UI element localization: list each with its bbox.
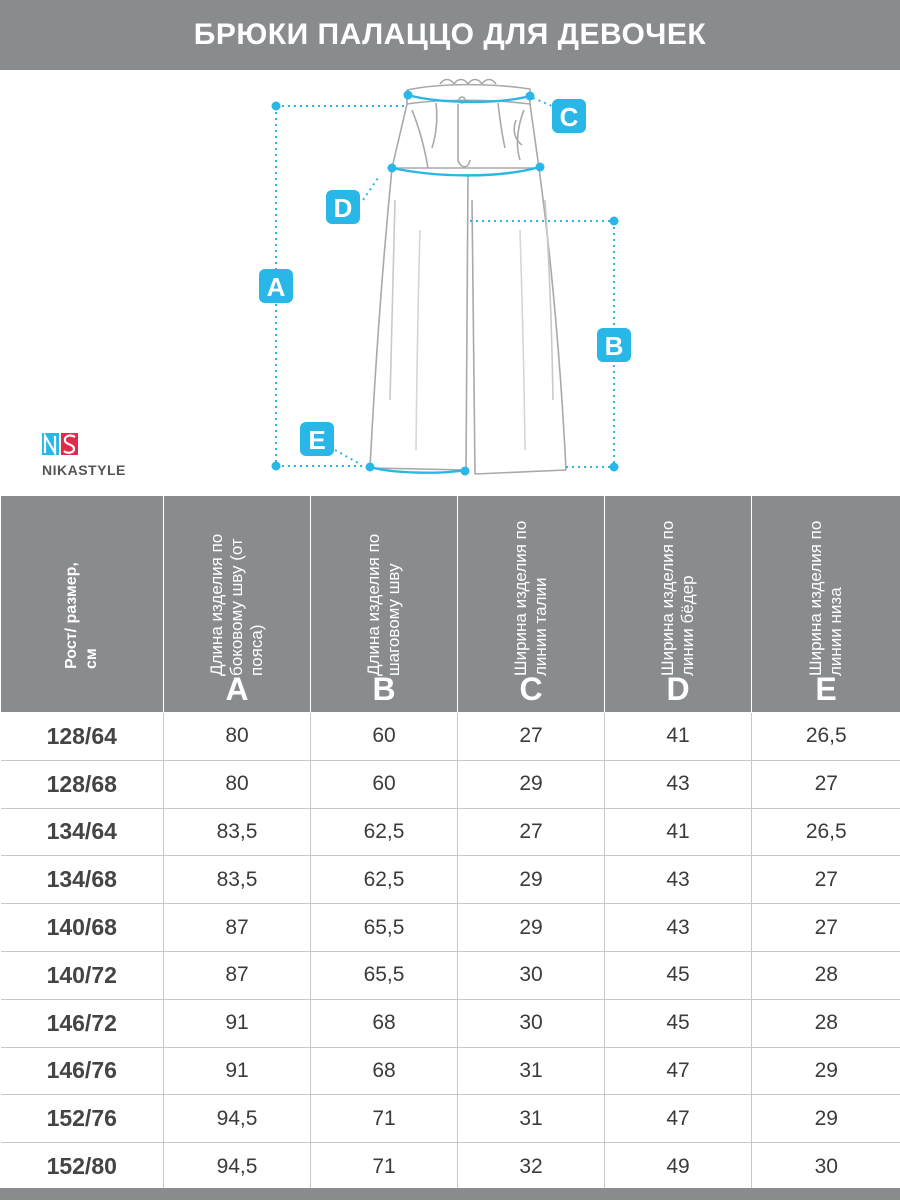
- header-a-letter: A: [225, 671, 249, 707]
- measurement-cell: 27: [752, 904, 900, 952]
- measurement-cell: 43: [605, 904, 752, 952]
- header-e-letter: E: [815, 671, 837, 707]
- label-b-badge: [597, 328, 631, 362]
- measurement-cell: 30: [458, 951, 605, 999]
- measurement-cell: 26,5: [752, 713, 900, 761]
- measurement-cell: 68: [311, 999, 458, 1047]
- measurement-cell: 45: [605, 951, 752, 999]
- size-cell: 140/72: [1, 951, 164, 999]
- measurement-cell: 91: [164, 999, 311, 1047]
- measurement-cell: 30: [458, 999, 605, 1047]
- measurement-cell: 30: [752, 1143, 900, 1191]
- header-d-letter: D: [666, 671, 690, 707]
- measurement-cell: 43: [605, 856, 752, 904]
- measurement-cell: 45: [605, 999, 752, 1047]
- size-cell: 128/64: [1, 713, 164, 761]
- measurement-cell: 28: [752, 999, 900, 1047]
- measurement-cell: 68: [311, 1047, 458, 1095]
- header-e: [752, 496, 900, 713]
- measurement-cell: 29: [458, 760, 605, 808]
- measurement-cell: 27: [458, 808, 605, 856]
- measurement-cell: 29: [752, 1047, 900, 1095]
- header-e-text: Ширина изделия по линии низа: [806, 520, 845, 676]
- size-table: [0, 495, 900, 1191]
- label-e-badge: [300, 422, 334, 456]
- measurement-cell: 29: [458, 856, 605, 904]
- size-cell: 152/76: [1, 1095, 164, 1143]
- measurement-cell: 62,5: [311, 808, 458, 856]
- measurement-cell: 83,5: [164, 856, 311, 904]
- table-header-row: [1, 496, 900, 713]
- header-a: [164, 496, 311, 713]
- measurement-cell: 94,5: [164, 1143, 311, 1191]
- measurement-cell: 47: [605, 1095, 752, 1143]
- label-a-text: A: [266, 272, 286, 302]
- size-cell: 152/80: [1, 1143, 164, 1191]
- label-a-badge: [259, 269, 293, 303]
- label-c-badge: [552, 99, 586, 133]
- label-d-text: D: [333, 193, 353, 223]
- measurement-cell: 80: [164, 760, 311, 808]
- size-cell: 146/72: [1, 999, 164, 1047]
- measurement-cell: 87: [164, 951, 311, 999]
- label-e-text: E: [308, 425, 326, 455]
- measurement-cell: 62,5: [311, 856, 458, 904]
- label-c-text: C: [559, 102, 579, 132]
- measurement-cell: 29: [752, 1095, 900, 1143]
- measurement-cell: 41: [605, 713, 752, 761]
- brand-name: NIKASTYLE: [42, 462, 126, 478]
- table-row: [1, 856, 900, 904]
- measurement-cell: 31: [458, 1095, 605, 1143]
- measurement-cell: 31: [458, 1047, 605, 1095]
- measurement-cell: 47: [605, 1047, 752, 1095]
- table-row: [1, 713, 900, 761]
- header-c-text: Ширина изделия по линии талии: [511, 520, 550, 676]
- header-d: [605, 496, 752, 713]
- trousers-sketch-icon: [0, 70, 900, 495]
- measurement-cell: 29: [458, 904, 605, 952]
- measurement-cell: 71: [311, 1143, 458, 1191]
- header-size: [1, 496, 164, 713]
- size-cell: 146/76: [1, 1047, 164, 1095]
- footer-bar: [0, 1188, 900, 1200]
- header-c-letter: C: [519, 671, 543, 707]
- measurement-cell: 60: [311, 713, 458, 761]
- measurement-cell: 71: [311, 1095, 458, 1143]
- table-row: [1, 999, 900, 1047]
- measurement-cell: 65,5: [311, 904, 458, 952]
- header-c: [458, 496, 605, 713]
- size-cell: 134/64: [1, 808, 164, 856]
- size-cell: 140/68: [1, 904, 164, 952]
- measurement-cell: 43: [605, 760, 752, 808]
- header-d-text: Ширина изделия по линии бёдер: [658, 520, 697, 676]
- measurement-diagram: [0, 70, 900, 495]
- measurement-cell: 83,5: [164, 808, 311, 856]
- measurement-cell: 27: [458, 713, 605, 761]
- measurement-cell: 60: [311, 760, 458, 808]
- table-row: [1, 1095, 900, 1143]
- measurement-cell: 49: [605, 1143, 752, 1191]
- header-b-letter: B: [372, 671, 396, 707]
- table-row: [1, 1047, 900, 1095]
- header-size-text: Рост/ размер, см: [63, 562, 100, 669]
- header-b: [311, 496, 458, 713]
- header-b-text: Длина изделия по шаговому шву: [364, 533, 403, 676]
- measurement-cell: 87: [164, 904, 311, 952]
- measurement-cell: 28: [752, 951, 900, 999]
- label-b-text: B: [604, 331, 624, 361]
- table-row: [1, 1143, 900, 1191]
- measurement-cell: 91: [164, 1047, 311, 1095]
- header-a-text: Длина изделия по боковому шву (от пояса): [207, 533, 266, 676]
- page-title: БРЮКИ ПАЛАЦЦО ДЛЯ ДЕВОЧЕК: [0, 0, 900, 70]
- table-row: [1, 951, 900, 999]
- label-d-badge: [326, 190, 360, 224]
- table-row: [1, 760, 900, 808]
- measurement-cell: 27: [752, 760, 900, 808]
- measurement-cell: 32: [458, 1143, 605, 1191]
- size-cell: 128/68: [1, 760, 164, 808]
- measurement-cell: 94,5: [164, 1095, 311, 1143]
- measurement-cell: 26,5: [752, 808, 900, 856]
- size-cell: 134/68: [1, 856, 164, 904]
- measurement-cell: 80: [164, 713, 311, 761]
- measurement-cell: 27: [752, 856, 900, 904]
- measurement-cell: 41: [605, 808, 752, 856]
- table-row: [1, 808, 900, 856]
- table-row: [1, 904, 900, 952]
- measurement-cell: 65,5: [311, 951, 458, 999]
